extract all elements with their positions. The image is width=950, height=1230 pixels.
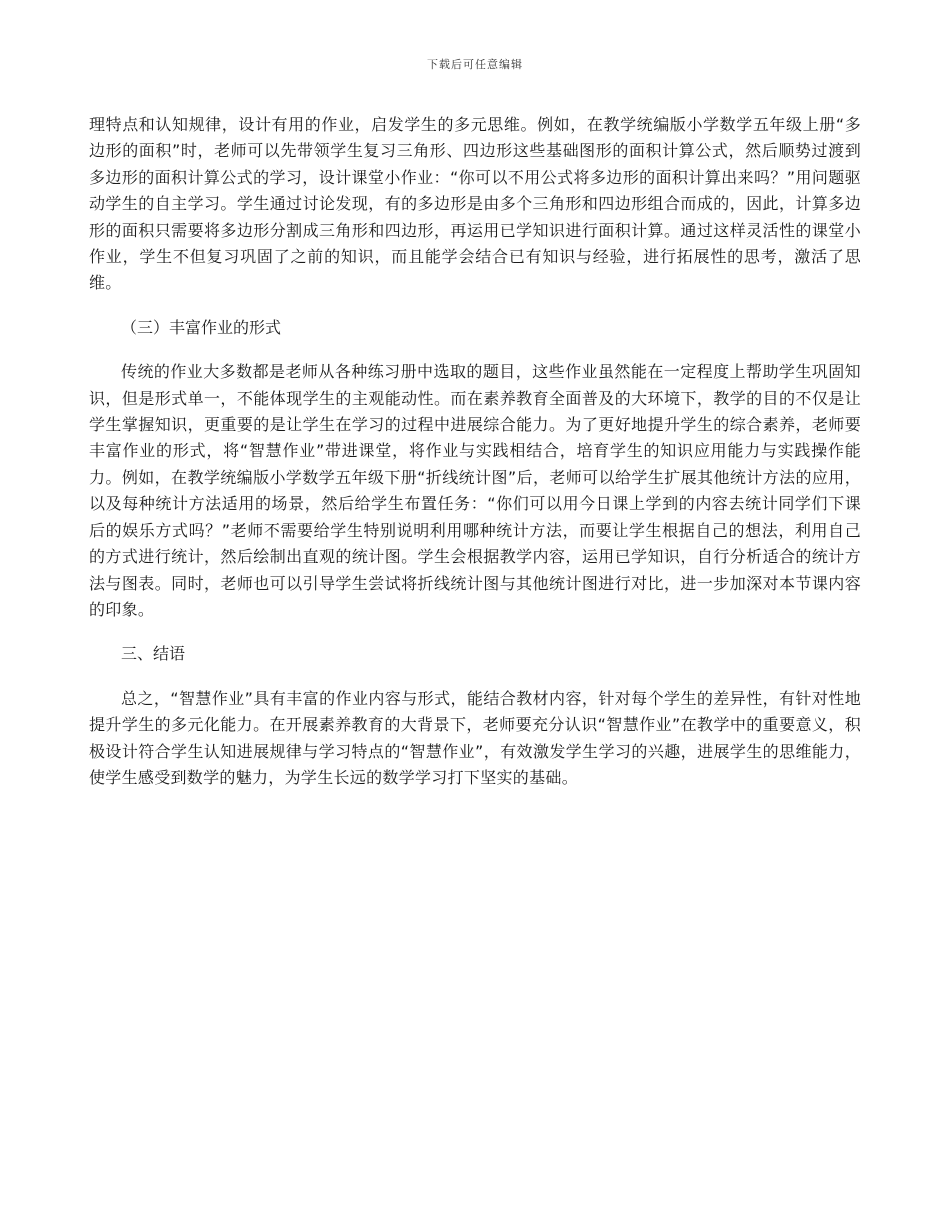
page-header: 下载后可任意编辑 (427, 58, 523, 71)
paragraph-homework-forms: 传统的作业大多数都是老师从各种练习册中选取的题目，这些作业虽然能在一定程度上帮助学生巩固知识，但是形式单一，不能体现学生的主观能动性。而在素养教育全面普及的大环境下，教学的目的不仅是让学生掌握知识，更重要的是让学生在学习的过程中进展综合能力。为了更好地提升学生的综合素养，老师要丰富作业的形式，将“智慧作业”带进课堂，将作业与实践相结合，培育学生的知识应用能力与实践操作能力。例如，在教学统编版小学数学五年级下册“折线统计图”后，老师可以给学生扩展其他统计方法的应用，以及每种统计方法适用的场景，然后给学生布置任务：“你们可以用今日课上学到的内容去统计同学们下课后的娱乐方式吗？”老师不需要给学生特别说明利用哪种统计方法，而要让学生根据自己的想法，利用自己的方式进行统计，然后绘制出直观的统计图。学生会根据教学内容，运用已学知识，自行分析适合的统计方法与图表。同时，老师也可以引导学生尝试将折线统计图与其他统计图进行对比，进一步加深对本节课内容的印象。 (89, 362, 861, 619)
spacer (89, 297, 861, 315)
spacer (89, 668, 861, 686)
document-body (89, 112, 861, 791)
section-heading-conclusion: 三、结语 (121, 644, 186, 664)
section-heading-enrich-forms: （三）丰富作业的形式 (121, 317, 282, 337)
paragraph-conclusion: 总之，“智慧作业”具有丰富的作业内容与形式，能结合教材内容，针对每个学生的差异性，有针对性地提升学生的多元化能力。在开展素养教育的大背景下，老师要充分认识“智慧作业”在教学中的重要意义，积极设计符合学生认知进展规律与学习特点的“智慧作业”，有效激发学生学习的兴趣，进展学生的思维能力，使学生感受到数学的魅力，为学生长远的数学学习打下坚实的基础。 (89, 688, 861, 787)
spacer (89, 341, 861, 359)
paragraph-continuation: 理特点和认知规律，设计有用的作业，启发学生的多元思维。例如，在教学统编版小学数学五年级上册“多边形的面积”时，老师可以先带领学生复习三角形、四边形这些基础图形的面积计算公式，然后顺势过渡到多边形的面积计算公式的学习，设计课堂小作业：“你可以不用公式将多边形的面积计算出来吗？”用问题驱动学生的自主学习。学生通过讨论发现，有的多边形是由多个三角形和四边形组合而成的，因此，计算多边形的面积只需要将多边形分割成三角形和四边形，再运用已学知识进行面积计算。通过这样灵活性的课堂小作业，学生不但复习巩固了之前的知识，而且能学会结合已有知识与经验，进行拓展性的思考，激活了思维。 (89, 115, 861, 293)
spacer (89, 623, 861, 641)
